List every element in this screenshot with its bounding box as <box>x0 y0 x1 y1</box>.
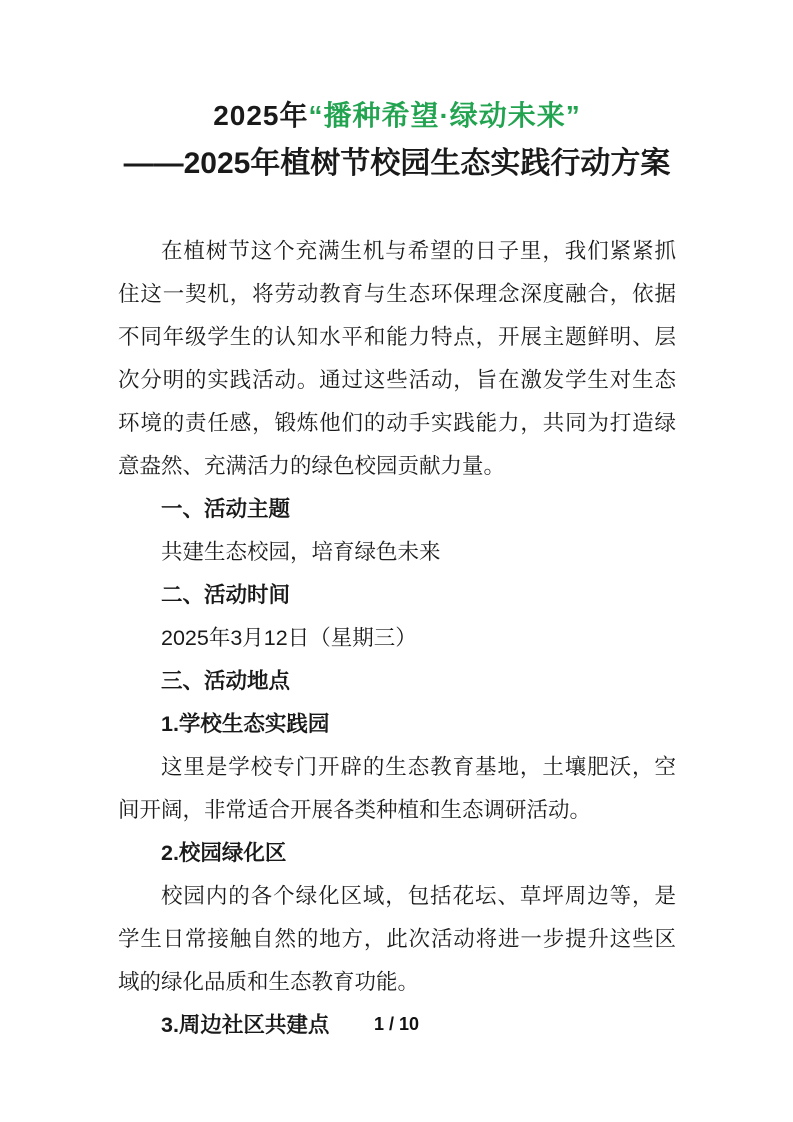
section-3-heading: 三、活动地点 <box>161 669 291 693</box>
section-1-heading: 一、活动主题 <box>161 497 291 521</box>
intro-paragraph: 在植树节这个充满生机与希望的日子里，我们紧紧抓住这一契机，将劳动教育与生态环保理念深度融合，依据不同年级学生的认知水平和能力特点，开展主题鲜明、层次分明的实践活动。通过这些活动，旨在激发学生对生态环境的责任感，锻炼他们的动手实践能力，共同为打造绿意盎然、充满活力的绿色校园贡献力量。 <box>118 239 676 478</box>
document-body <box>118 230 676 1047</box>
section-2-text: 2025年3月12日（星期三） <box>161 626 417 650</box>
location-2-heading: 2.校园绿化区 <box>161 841 287 865</box>
title-year-prefix: 2025年 <box>213 100 309 131</box>
section-1-text: 共建生态校园，培育绿色未来 <box>161 540 441 564</box>
section-2-heading: 二、活动时间 <box>161 583 291 607</box>
title-theme-highlight: “播种希望·绿动未来” <box>308 100 581 131</box>
location-1-heading: 1.学校生态实践园 <box>161 712 330 736</box>
location-1-text: 这里是学校专门开辟的生态教育基地，土壤肥沃，空间开阔，非常适合开展各类种植和生态调研活动。 <box>118 755 676 822</box>
document-subtitle: ——2025年植树节校园生态实践行动方案 <box>123 147 671 180</box>
document-title <box>118 92 676 140</box>
location-2-text: 校园内的各个绿化区域，包括花坛、草坪周边等，是学生日常接触自然的地方，此次活动将进一步提升这些区域的绿化品质和生态教育功能。 <box>118 884 676 994</box>
page-number-indicator: 1 / 10 <box>373 1014 420 1034</box>
location-3-heading: 3.周边社区共建点 <box>161 1013 330 1037</box>
document-content <box>118 92 676 1047</box>
